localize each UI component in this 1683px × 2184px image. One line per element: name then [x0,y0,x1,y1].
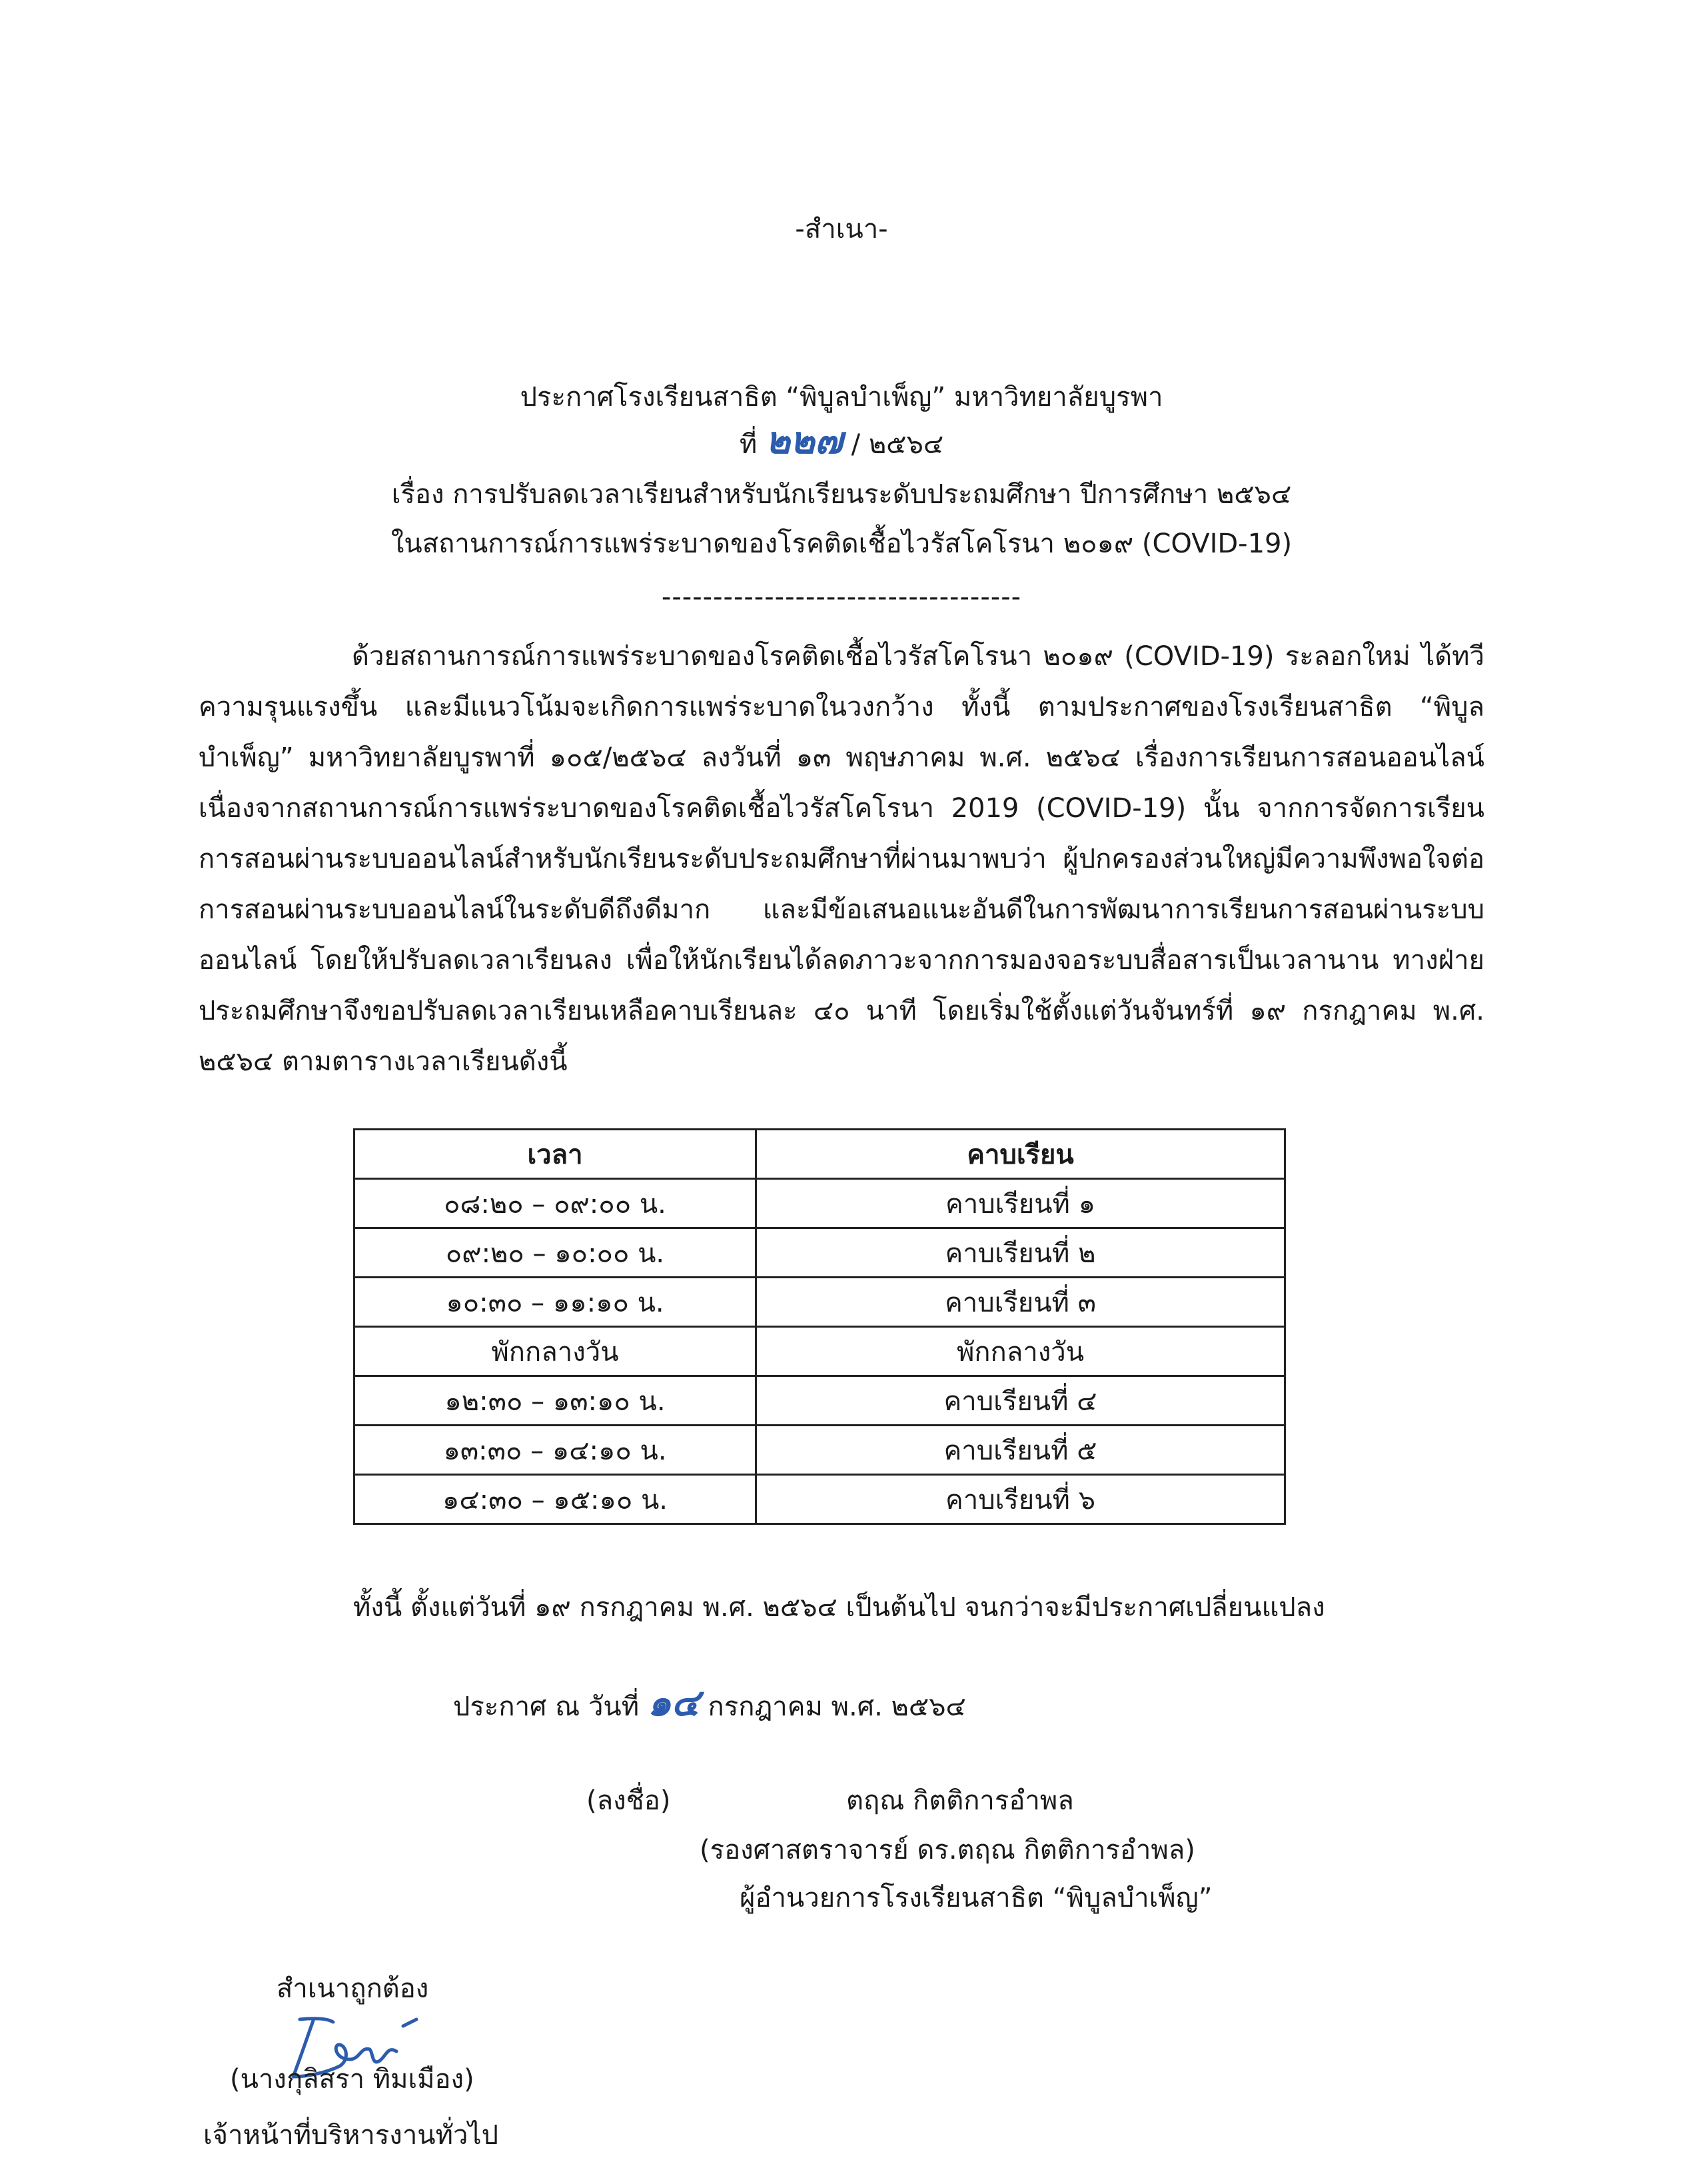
period-cell: คาบเรียนที่ ๑ [756,1179,1285,1228]
subject-line-2: ในสถานการณ์การแพร่ระบาดของโรคติดเชื้อไวรัสโคโรนา ๒๐๑๙ (COVID-19) [390,529,1293,559]
announcement-number [0,419,1683,463]
time-cell: ๑๐:๓๐ – ๑๑:๑๐ น. [354,1278,756,1327]
certifier-name: (นางกุลิสรา ทิมเมือง) [230,2064,474,2095]
period-cell: คาบเรียนที่ ๒ [756,1228,1285,1278]
time-cell: ๑๓:๓๐ – ๑๔:๑๐ น. [354,1426,756,1475]
time-cell: ๑๔:๓๐ – ๑๕:๑๐ น. [354,1475,756,1524]
period-cell: คาบเรียนที่ ๓ [756,1278,1285,1327]
time-cell: ๐๙:๒๐ – ๑๐:๐๐ น. [354,1228,756,1278]
period-cell: คาบเรียนที่ ๖ [756,1475,1285,1524]
header-period: คาบเรียน [756,1130,1285,1179]
copy-mark: -สำเนา- [795,214,888,245]
table-row [354,1376,1285,1426]
announced-prefix: ประกาศ ณ วันที่ [453,1691,640,1722]
signer-name: ตฤณ กิตติการอำพล [846,1785,1074,1816]
table-row [354,1228,1285,1278]
announced-date-line [453,1681,966,1725]
body-paragraph: ด้วยสถานการณ์การแพร่ระบาดของโรคติดเชื้อไวรัสโคโรนา ๒๐๑๙ (COVID-19) ระลอกใหม่ ได้ทวีความรุนแรงขึ้น และมีแนวโน้มจะเกิดการแพร่ระบาดในวงกว้าง ทั้งนี้ ตามประกาศของโรงเรียนสาธิต “พิบูลบำเพ็ญ” มหาวิทยาลัยบูรพาที่ ๑๐๕/๒๕๖๔ ลงวันที่ ๑๓ พฤษภาคม พ.ศ. ๒๕๖๔ เรื่องการเรียนการสอนออนไลน์เนื่องจากสถานการณ์การแพร่ระบาดของโรคติดเชื้อไวรัสโคโรนา 2019 (COVID-19) นั้น จากการจัดการเรียนการสอนผ่านระบบออนไลน์สำหรับนักเรียนระดับประถมศึกษาที่ผ่านมาพบว่า ผู้ปกครองส่วนใหญ่มีความพึงพอใจต่อการสอนผ่านระบบออนไลน์ในระดับดีถึงดีมาก และมีข้อเสนอแนะอันดีในการพัฒนาการเรียนการสอนผ่านระบบออนไลน์ โดยให้ปรับลดเวลาเรียนลง เพื่อให้นักเรียนได้ลดภาวะจากการมองจอระบบสื่อสารเป็นเวลานาน ทางฝ่ายประถมศึกษาจึงขอปรับลดเวลาเรียนเหลือคาบเรียนละ ๔๐ นาที โดยเริ่มใช้ตั้งแต่วันจันทร์ที่ ๑๙ กรกฎาคม พ.ศ. ๒๕๖๔ ตามตารางเวลาเรียนดังนี้ [199,641,1484,1077]
effective-date-line: ทั้งนี้ ตั้งแต่วันที่ ๑๙ กรกฎาคม พ.ศ. ๒๕๖๔ เป็นต้นไป จนกว่าจะมีประกาศเปลี่ยนแปลง [353,1592,1325,1623]
handwritten-day: ๑๔ [647,1681,700,1725]
certified-copy-label: สำเนาถูกต้อง [277,1973,429,2004]
divider: ----------------------------------- [661,582,1022,612]
table-header-row [354,1130,1285,1179]
time-cell: ๐๘:๒๐ – ๐๙:๐๐ น. [354,1179,756,1228]
table-row [354,1179,1285,1228]
table-row [354,1327,1285,1376]
period-cell: คาบเรียนที่ ๔ [756,1376,1285,1426]
signed-label: (ลงชื่อ) [586,1785,671,1816]
signer-position: ผู้อำนวยการโรงเรียนสาธิต “พิบูลบำเพ็ญ” [740,1883,1213,1913]
header-time: เวลา [354,1130,756,1179]
number-prefix: ที่ [739,429,758,460]
schedule-table [353,1128,1286,1525]
subject-line-1: เรื่อง การปรับลดเวลาเรียนสำหรับนักเรียนระดับประถมศึกษา ปีการศึกษา ๒๕๖๔ [391,479,1292,510]
table-row [354,1426,1285,1475]
signer-full-name: (รองศาสตราจารย์ ดร.ตฤณ กิตติการอำพล) [700,1835,1195,1865]
handwritten-number: ๒๒๗ [765,419,843,463]
announcement-title: ประกาศโรงเรียนสาธิต “พิบูลบำเพ็ญ” มหาวิทยาลัยบูรพา [520,382,1163,413]
number-suffix: / ๒๕๖๔ [851,429,944,460]
period-cell: คาบเรียนที่ ๕ [756,1426,1285,1475]
time-cell: พักกลางวัน [354,1327,756,1376]
table-row [354,1278,1285,1327]
period-cell: พักกลางวัน [756,1327,1285,1376]
time-cell: ๑๒:๓๐ – ๑๓:๑๐ น. [354,1376,756,1426]
announced-suffix: กรกฎาคม พ.ศ. ๒๕๖๔ [708,1691,966,1722]
table-row [354,1475,1285,1524]
certifier-position: เจ้าหน้าที่บริหารงานทั่วไป [203,2120,498,2151]
